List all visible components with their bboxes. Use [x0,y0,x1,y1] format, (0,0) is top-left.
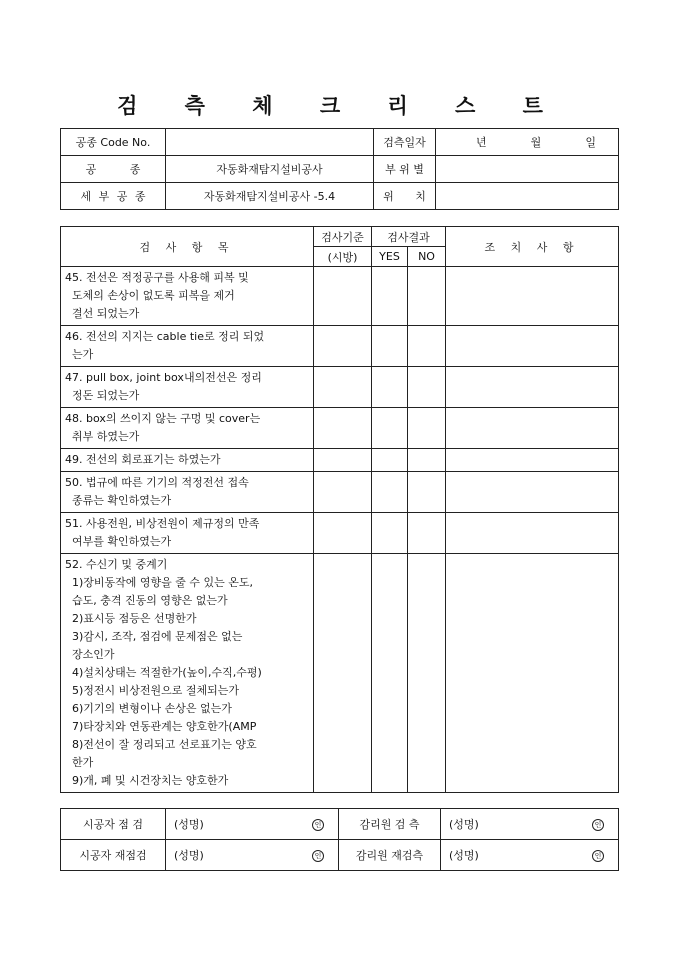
date-day: 일 [585,136,596,149]
action-cell[interactable] [446,449,619,472]
action-cell[interactable] [446,408,619,449]
code-label: 공종 Code No. [61,129,166,156]
supervisor-reinspect-signature[interactable] [441,840,619,871]
standard-cell[interactable] [314,554,372,793]
checklist-row [61,408,619,449]
sub-work-type-value: 자동화재탐지설비공사 -5.4 [166,183,374,210]
header-table [60,128,619,210]
seal-icon: 인 [312,850,324,862]
supervisor-inspect-signature[interactable] [441,809,619,840]
col-standard-header: 검사기준 [314,227,372,247]
checklist-item-line: 50. 법규에 따른 기기의 적정전선 접속 [65,476,249,489]
checklist-item-line: 46. 전선의 지지는 cable tie로 정리 되었 [65,330,265,343]
standard-cell[interactable] [314,472,372,513]
checklist-row [61,554,619,793]
standard-cell[interactable] [314,449,372,472]
contractor-check-name: (성명) [174,818,204,831]
checklist-item-line: 52. 수신기 및 중계기 [65,558,168,571]
inspection-date-label: 검측일자 [374,129,436,156]
contractor-recheck-label: 시공자 재점검 [61,840,166,871]
checklist-item-line: 3)감시, 조작, 점검에 문제점은 없는 [65,630,243,643]
no-cell[interactable] [408,472,446,513]
checklist-item-text [61,408,314,449]
no-cell[interactable] [408,326,446,367]
no-cell[interactable] [408,367,446,408]
col-item-header: 검 사 항 목 [61,227,314,267]
checklist-item-line: 5)정전시 비상전원으로 절체되는가 [65,684,240,697]
checklist-row [61,449,619,472]
checklist-item-line: 정돈 되었는가 [65,389,140,402]
yes-cell[interactable] [372,472,408,513]
action-cell[interactable] [446,554,619,793]
col-yes-header: YES [372,247,408,267]
no-cell[interactable] [408,449,446,472]
yes-cell[interactable] [372,554,408,793]
checklist-item-text [61,326,314,367]
checklist-item-line: 45. 전선은 적정공구를 사용해 피복 및 [65,271,249,284]
part-label: 부 위 별 [374,156,436,183]
checklist-row [61,326,619,367]
checklist-row [61,513,619,554]
location-label: 위 치 [374,183,436,210]
checklist-item-line: 도체의 손상이 없도록 피복을 제거 [65,289,235,302]
checklist-item-line: 종류는 확인하였는가 [65,494,172,507]
yes-cell[interactable] [372,367,408,408]
checklist-item-line: 4)설치상태는 적절한가(높이,수직,수평) [65,666,262,679]
checklist-item-text [61,449,314,472]
standard-cell[interactable] [314,326,372,367]
checklist-item-line: 48. box의 쓰이지 않는 구멍 및 cover는 [65,412,261,425]
checklist-table [60,226,619,793]
checklist-item-line: 한가 [65,756,94,769]
checklist-item-line: 1)장비동작에 영향을 줄 수 있는 온도, [65,576,254,589]
supervisor-reinspect-label: 감리원 재검측 [339,840,441,871]
code-value [166,129,374,156]
checklist-item-line: 습도, 충격 진동의 영향은 없는가 [65,594,228,607]
yes-cell[interactable] [372,408,408,449]
standard-cell[interactable] [314,367,372,408]
contractor-check-label: 시공자 점 검 [61,809,166,840]
inspection-date-value [436,129,619,156]
checklist-item-line: 결선 되었는가 [65,307,140,320]
checklist-item-line: 7)타장치와 연동관계는 양호한가(AMP [65,720,257,733]
contractor-recheck-name: (성명) [174,849,204,862]
sub-work-type-label: 세 부 공 종 [61,183,166,210]
checklist-item-line: 9)개, 폐 및 시건장치는 양호한가 [65,774,229,787]
checklist-item-text [61,367,314,408]
checklist-row [61,267,619,326]
yes-cell[interactable] [372,267,408,326]
action-cell[interactable] [446,326,619,367]
page-title: 검 측 체 크 리 스 트 [117,93,563,118]
date-month: 월 [530,136,542,149]
seal-icon: 인 [312,819,324,831]
signature-table [60,808,619,871]
col-no-header: NO [408,247,446,267]
standard-cell[interactable] [314,408,372,449]
date-year: 년 [476,136,487,149]
checklist-item-line: 49. 전선의 회로표기는 하였는가 [65,453,221,466]
checklist-item-line: 6)기기의 변형이나 손상은 없는가 [65,702,232,715]
yes-cell[interactable] [372,449,408,472]
checklist-item-line: 는가 [65,348,94,361]
standard-cell[interactable] [314,267,372,326]
no-cell[interactable] [408,408,446,449]
action-cell[interactable] [446,513,619,554]
no-cell[interactable] [408,513,446,554]
action-cell[interactable] [446,267,619,326]
yes-cell[interactable] [372,326,408,367]
checklist-item-line: 취부 하였는가 [65,430,140,443]
checklist-item-line: 장소인가 [65,648,115,661]
yes-cell[interactable] [372,513,408,554]
standard-cell[interactable] [314,513,372,554]
checklist-item-line: 여부를 확인하였는가 [65,535,172,548]
seal-icon: 인 [592,819,604,831]
col-result-header: 검사결과 [372,227,446,247]
work-type-label: 공 종 [61,156,166,183]
checklist-item-line: 47. pull box, joint box내의전선은 정리 [65,371,262,384]
supervisor-reinspect-name: (성명) [449,849,479,862]
col-standard-sub: (시방) [314,247,372,267]
supervisor-inspect-name: (성명) [449,818,479,831]
supervisor-inspect-label: 감리원 검 측 [339,809,441,840]
work-type-value: 자동화재탐지설비공사 [166,156,374,183]
no-cell[interactable] [408,267,446,326]
checklist-item-text [61,267,314,326]
action-cell[interactable] [446,472,619,513]
col-action-header: 조 치 사 항 [446,227,619,267]
contractor-recheck-signature[interactable] [166,840,339,871]
seal-icon: 인 [592,850,604,862]
checklist-row [61,367,619,408]
part-value [436,156,619,183]
action-cell[interactable] [446,367,619,408]
checklist-item-line: 8)전선이 잘 정리되고 선로표기는 양호 [65,738,257,751]
checklist-item-text [61,472,314,513]
checklist-item-text [61,554,314,793]
contractor-check-signature[interactable] [166,809,339,840]
checklist-item-line: 51. 사용전원, 비상전원이 제규정의 만족 [65,517,260,530]
checklist-row [61,472,619,513]
checklist-item-line: 2)표시등 점등은 선명한가 [65,612,197,625]
location-value [436,183,619,210]
checklist-item-text [61,513,314,554]
no-cell[interactable] [408,554,446,793]
